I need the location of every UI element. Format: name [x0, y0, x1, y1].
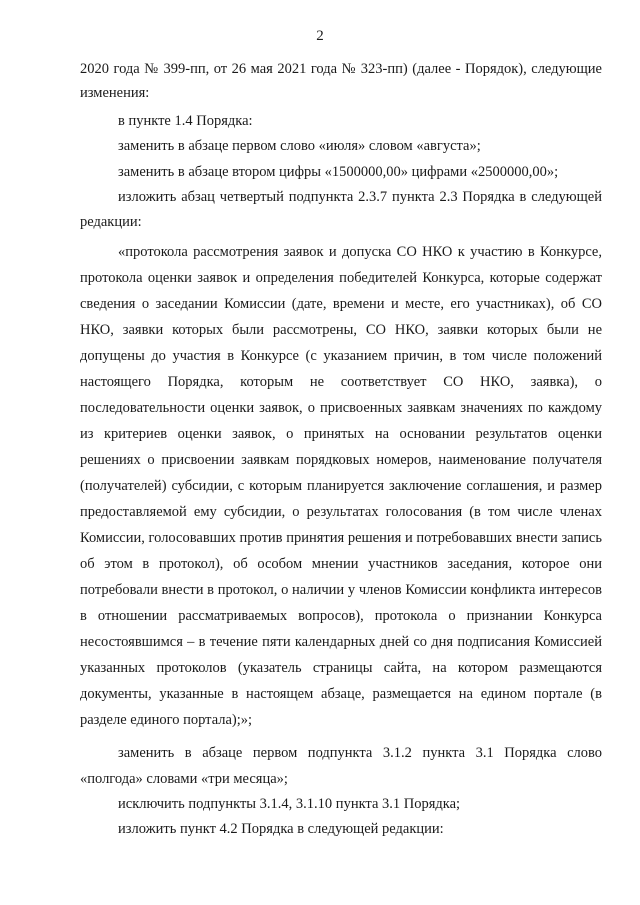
paragraph-exclude-subitems: исключить подпункты 3.1.4, 3.1.10 пункта 3.1 Порядка; — [118, 796, 461, 813]
paragraph-item-1-4: в пункте 1.4 Порядка: — [118, 113, 253, 129]
paragraph-replace-word: заменить в абзаце первом слово «июля» словом «августа»; — [118, 138, 481, 155]
paragraph-new-wording-2-3-7: изложить абзац четвертый подпункта 2.3.7 пункта 2.3 Порядка в следующей редакции: — [80, 188, 602, 231]
page-number: 2 — [316, 28, 324, 44]
paragraph-replace-3-1-2: заменить в абзаце первом подпункта 3.1.2 пункта 3.1 Порядка слово «полгода» словами «три месяца»; — [80, 745, 602, 787]
paragraph-new-wording-4-2: изложить пункт 4.2 Порядка в следующей редакции: — [118, 821, 444, 838]
paragraph-intro-continuation: 2020 года № 399-пп, от 26 мая 2021 года № 323-пп) (далее - Порядок), следующие изменения: — [80, 61, 602, 101]
paragraph-quoted-text: «протокола рассмотрения заявок и допуска СО НКО к участию в Конкурсе, протокола оценки заявок и определения победителей Конкурса, которые содержат сведения о заседании Комиссии (дате, времени и месте, его участниках), об СО НКО, заявки которых были рассмотрены, СО НКО, заявки которых были не допущены до участия в Конкурсе (с указанием причин, в том числе положений настоящего Порядка, которым не соответствует СО НКО, заявка), о последовательности оценки заявок, о присвоенных заявкам значениях по каждому из критериев оценки заявок, о принятых на основании результатов оценки решениях о присвоении заявкам порядковых номеров, наименование получателя (получателей) субсидии, с которым планируется заключение соглашения, и размер предоставляемой ему субсидии, о результатах голосования (в том числе членах Комиссии, голосовавших против принятия решения и потребовавших внести запись об этом в протокол), об особом мнении участников заседания, которое они потребовали внести в протокол, о наличии у членов Комиссии конфликта интересов в отношении рассматриваемых вопросов), протокола о признании Конкурса несостоявшимся – в течение пяти календарных дней со дня подписания Комиссией указанных протоколов (указатель страницы сайта, на котором размещаются документы, указанные в настоящем абзаце, размещается на едином портале (в разделе единого портала);»; — [80, 244, 602, 729]
document-body — [80, 57, 602, 843]
paragraph-replace-digits: заменить в абзаце втором цифры «1500000,00» цифрами «2500000,00»; — [118, 163, 559, 180]
